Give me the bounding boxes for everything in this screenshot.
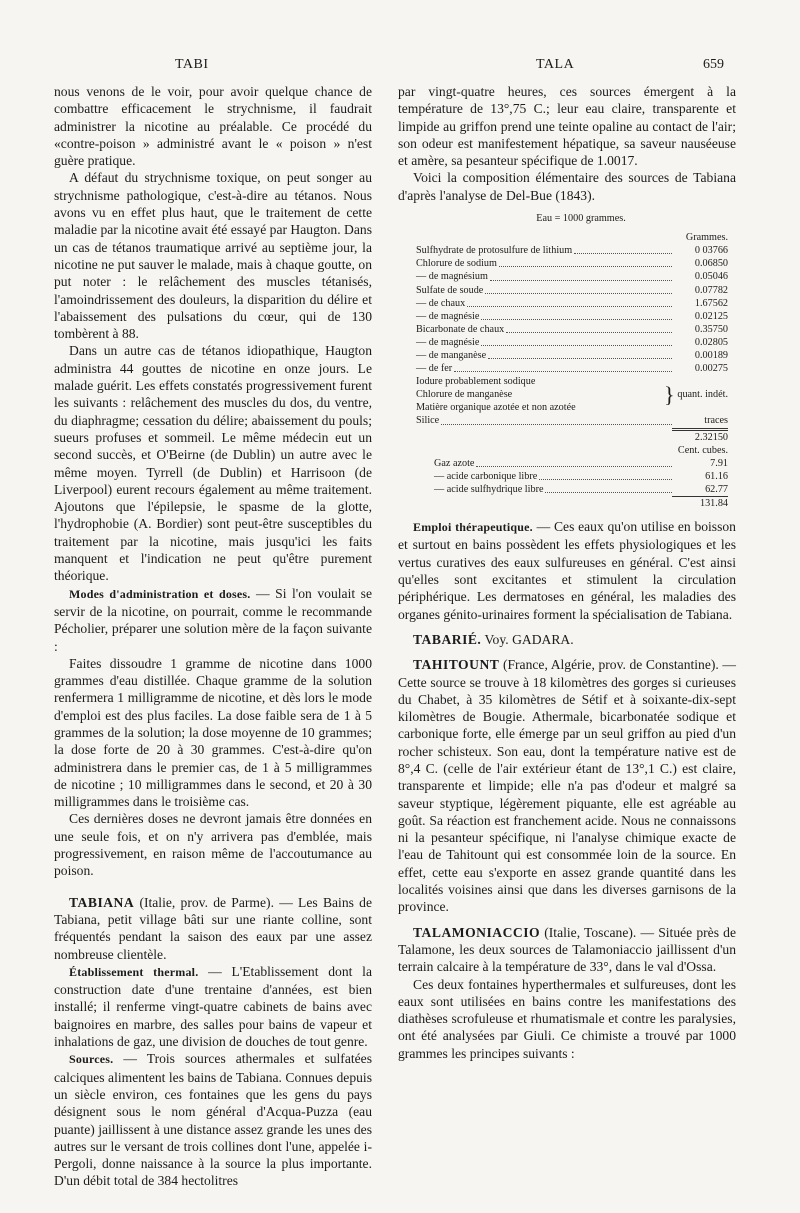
paragraph xyxy=(54,1050,372,1189)
brace-item: Matière organique azotée et non azotée xyxy=(416,402,576,414)
entry-text: (France, Algérie, prov. de Constantine). — Cette source se trouve à 18 kilomètres des gorges si curieuses du Chabet, à 35 kilomètres de Sétif et à soixante-dix-sept kilomètres de Bougie. Athermale, bicarbonatée sodique et carbonique forte, elle émerge par un seul griffon au pied d'un rocher schisteux. Son eau, dont la température native est de 8°,4 C. (celle de l'air extérieur étant de 13°,1 C.) est claire, transparente et limpide; elle n'a pas d'odeur et malgré sa saveur styptique, légèrement piquante, elle est agréable au goût. Sa réaction est franchement acide. Nous ne connaissons ni la pesanteur spécifique, ni l'analyse chimique exacte de l'eau de Tahitount qui est consommée loin de la source. En effet, cette eau s'exporte en assez grande quantité dans les localités voisines ainsi que dans les diverses garnisons de la province. xyxy=(398,657,736,915)
total-value: 2.32150 xyxy=(694,431,728,443)
brace-value: quant. indét. xyxy=(677,389,728,401)
row-label: — acide sulfhydrique libre xyxy=(434,483,544,495)
table-row xyxy=(416,349,728,362)
row-label: — de magnésium xyxy=(416,271,488,283)
brace-symbol: } xyxy=(664,381,675,407)
running-head-center: TALA xyxy=(536,57,575,72)
table-row xyxy=(416,310,728,323)
unit-label: Grammes. xyxy=(685,232,728,244)
entry-paragraph xyxy=(54,894,372,963)
table-row xyxy=(416,470,728,483)
row-value: 0 03766 xyxy=(694,245,728,257)
entry-paragraph xyxy=(398,924,736,976)
table-row xyxy=(416,336,728,349)
paragraph: Ces deux fontaines hyperthermales et sulfureuses, dont les eaux sont utilisées en bains contre les manifestations des diathèses scrofuleuse et rhumatismale et contre les paralysies, ont été analysées par Giuli. Ce chimiste a trouvé par 1000 grammes les principes suivants : xyxy=(398,976,736,1061)
table-row xyxy=(416,270,728,283)
entry-heading: TABARIÉ. xyxy=(413,631,482,647)
table-row xyxy=(416,457,728,470)
paragraph-text: — L'Etablissement dont la construction date d'une trentaine d'années, est bien installé; il renferme vingt-quatre cabinets de bains avec baignoires en marbre, des salles pour bains de vapeur et inhalations de gaz, une division de douches de tout genre. xyxy=(54,963,372,1050)
table-row xyxy=(416,297,728,310)
row-value: 0.02805 xyxy=(694,336,728,348)
paragraph: nous venons de le voir, pour avoir quelque chance de combattre efficacement le strychnisme, il faudrait administrer la nicotine au préalable. Ce procédé du «contre-poison » administré avant le « poison » n'est guère pratique. xyxy=(54,84,372,169)
brace-item: Iodure probablement sodique xyxy=(416,376,536,388)
row-label: — acide carbonique libre xyxy=(434,470,538,482)
paragraph: Voici la composition élémentaire des sources de Tabiana d'après l'analyse de Del-Bue (1843). xyxy=(398,170,736,203)
row-label: Bicarbonate de chaux xyxy=(416,323,505,335)
table-row xyxy=(416,257,728,270)
brace-item: Chlorure de manganèse xyxy=(416,389,513,401)
total-value: 131.84 xyxy=(699,498,728,510)
table-row xyxy=(416,414,728,427)
row-label: Silice xyxy=(416,415,440,427)
table-row xyxy=(416,323,728,336)
row-label: — de magnésie xyxy=(416,310,480,322)
left-column xyxy=(54,83,372,1190)
section-heading: Modes d'administration et doses. xyxy=(69,586,251,601)
row-label: — de magnésie xyxy=(416,336,480,348)
entry-text: Voy. GADARA. xyxy=(481,631,574,647)
entry-heading: TALAMONIACCIO xyxy=(413,924,541,940)
table-row xyxy=(416,362,728,375)
composition-table xyxy=(416,212,728,510)
table-row xyxy=(416,483,728,496)
row-label: Sulfate de soude xyxy=(416,284,484,296)
row-value: 0.02125 xyxy=(694,310,728,322)
entry-heading: TABIANA xyxy=(69,894,135,910)
row-label: Chlorure de sodium xyxy=(416,258,497,270)
table-rows xyxy=(416,244,728,375)
row-value: 62.77 xyxy=(705,483,728,495)
paragraph: par vingt-quatre heures, ces sources émergent à la température de 13°,75 C.; leur eau claire, transparente et limpide au griffon prend une teinte opaline au contact de l'air; son odeur est manifestement hépatique, sa saveur nauséeuse et amère, sa pesanteur spécifique de 1.0017. xyxy=(398,84,736,169)
row-value: 0.00275 xyxy=(694,363,728,375)
gas-rows xyxy=(416,457,728,496)
paragraph-text: — Si l'on voulait se servir de la nicotine, on pourrait, comme le recommande Pécholier, préparer une solution mère de la façon suivante : xyxy=(54,585,372,654)
entry-paragraph xyxy=(398,631,736,648)
section-heading: Emploi thérapeutique. xyxy=(413,520,533,535)
unit-label: Cent. cubes. xyxy=(677,444,728,456)
entry-text: (Italie, Toscane). — Située près de Talamone, les deux sources de Talamoniaccio jaillissent d'un terrain calcaire à la température de 33°, dans le val d'Ossa. xyxy=(398,924,736,975)
row-value: 0.35750 xyxy=(694,323,728,335)
paragraph: Ces dernières doses ne devront jamais être données en une seule fois, et on n'y arrivera pas d'emblée, mais progressivement, en raison même de l'accoutumance au poison. xyxy=(54,811,372,879)
paragraph xyxy=(54,585,372,655)
paragraph-text: — Ces eaux qu'on utilise en boisson et surtout en bains possèdent les effets physiologiques et les vertus curatives des eaux sulfureuses en général. C'est ainsi qu'elles sont excitantes et stimulent la circulation périphérique. Les dermatoses en général, les maladies des organes génito-urinaires forment la spécialisation de Tabiana. xyxy=(398,519,736,622)
row-value: 0.05046 xyxy=(694,271,728,283)
row-value: 1.67562 xyxy=(694,297,728,309)
row-value: traces xyxy=(704,415,728,427)
brace-group xyxy=(416,375,728,414)
row-label: — de chaux xyxy=(416,297,466,309)
paragraph: Dans un autre cas de tétanos idiopathique, Haugton administra 44 gouttes de nicotine en onze jours. Le malade guérit. Les effets constatés progressivement furent les suivants : relâchement des muscles du dos, du ventre, du diaphragme; cessation du délire; abaissement du pouls; sueurs profuses et sommeil. Le même médecin eut un second succès, et O'Beirne (de Dublin) un autre avec le même moyen. Tyrrell (de Dublin) et Harrisoon (de Liverpool) eurent recours également au même traitement. Ajoutons que l'épilepsie, le spasme de la glotte, l'hydrophobie (A. Bordier) sont peut-être susceptibles du traitement par la nicotine, mais jusqu'ici les faits manquent et l'indication ne peut qu'être purement théorique. xyxy=(54,343,372,584)
entry-paragraph xyxy=(398,656,736,915)
page-number: 659 xyxy=(703,57,724,72)
row-label: — de fer xyxy=(416,363,453,375)
table-caption: Eau = 1000 grammes. xyxy=(536,213,626,225)
row-value: 0.06850 xyxy=(694,258,728,270)
row-label: — de manganèse xyxy=(416,350,487,362)
row-value: 7.91 xyxy=(710,457,728,469)
running-head-left: TABI xyxy=(175,57,209,72)
section-heading: Sources. xyxy=(69,1052,114,1067)
right-column xyxy=(398,83,736,1062)
section-heading: Établissement thermal. xyxy=(69,964,199,979)
paragraph: A défaut du strychnisme toxique, on peut songer au strychnisme pathologique, c'est-à-dire au tétanos. Nous avons vu en effet plus haut, que le traitement de cette maladie par la nicotine avait été essayé par Haugton. Dans un cas de tétanos traumatique arrivé au septième jour, la nicotine ne put sauver le malade, mais à chaque goutte, on put noter : le relâchement des muscles tétanisés, l'amoindrissement des douleurs, la disparition du délire et l'abaissement des pulsations du cœur, qui de 130 tombèrent à 88. xyxy=(54,170,372,342)
entry-heading: TAHITOUNT xyxy=(413,657,500,673)
table-row xyxy=(416,284,728,297)
paragraph xyxy=(398,518,736,623)
paragraph-text: — Trois sources athermales et sulfatées calciques alimentent les bains de Tabiana. Connues depuis un siècle environ, ces fontaines que les gens du pays désignent sous le nom général d'Acqua-Puzza (eau puante) jaillissent à une distance assez grande les unes des autres sur le versant de trois collines dont l'une, appelée i-Pergoli, donne naissance à la source la plus importante. D'un débit total de 384 hectolitres xyxy=(54,1051,372,1189)
table-row xyxy=(416,244,728,257)
row-value: 61.16 xyxy=(705,470,728,482)
paragraph: Faites dissoudre 1 gramme de nicotine dans 1000 grammes d'eau distillée. Chaque gramme de la solution renfermera 1 milligramme de nicotine, et dès lors le mode d'emploi est des plus faciles. La dose faible sera de 1 à 5 grammes de la solution; la dose moyenne de 10 grammes; la dose forte de 20 à 30 grammes. C'est-à-dire qu'on administrera dans le premier cas, de 1 à 5 milligrammes de nicotine ; 10 milligrammes dans le second, et 20 à 30 milligrammes dans le troisième cas. xyxy=(54,655,372,810)
divider xyxy=(672,428,728,429)
row-label: Sulfhydrate de protosulfure de lithium xyxy=(416,245,573,257)
entry-text: (Italie, prov. de Parme). — Les Bains de Tabiana, petit village bâti sur une riante colline, sont fréquentés pendant la saison des eaux par une assez nombreuse clientèle. xyxy=(54,894,372,962)
row-value: 0.07782 xyxy=(694,284,728,296)
paragraph xyxy=(54,963,372,1050)
row-value: 0.00189 xyxy=(694,350,728,362)
row-label: Gaz azote xyxy=(434,457,475,469)
